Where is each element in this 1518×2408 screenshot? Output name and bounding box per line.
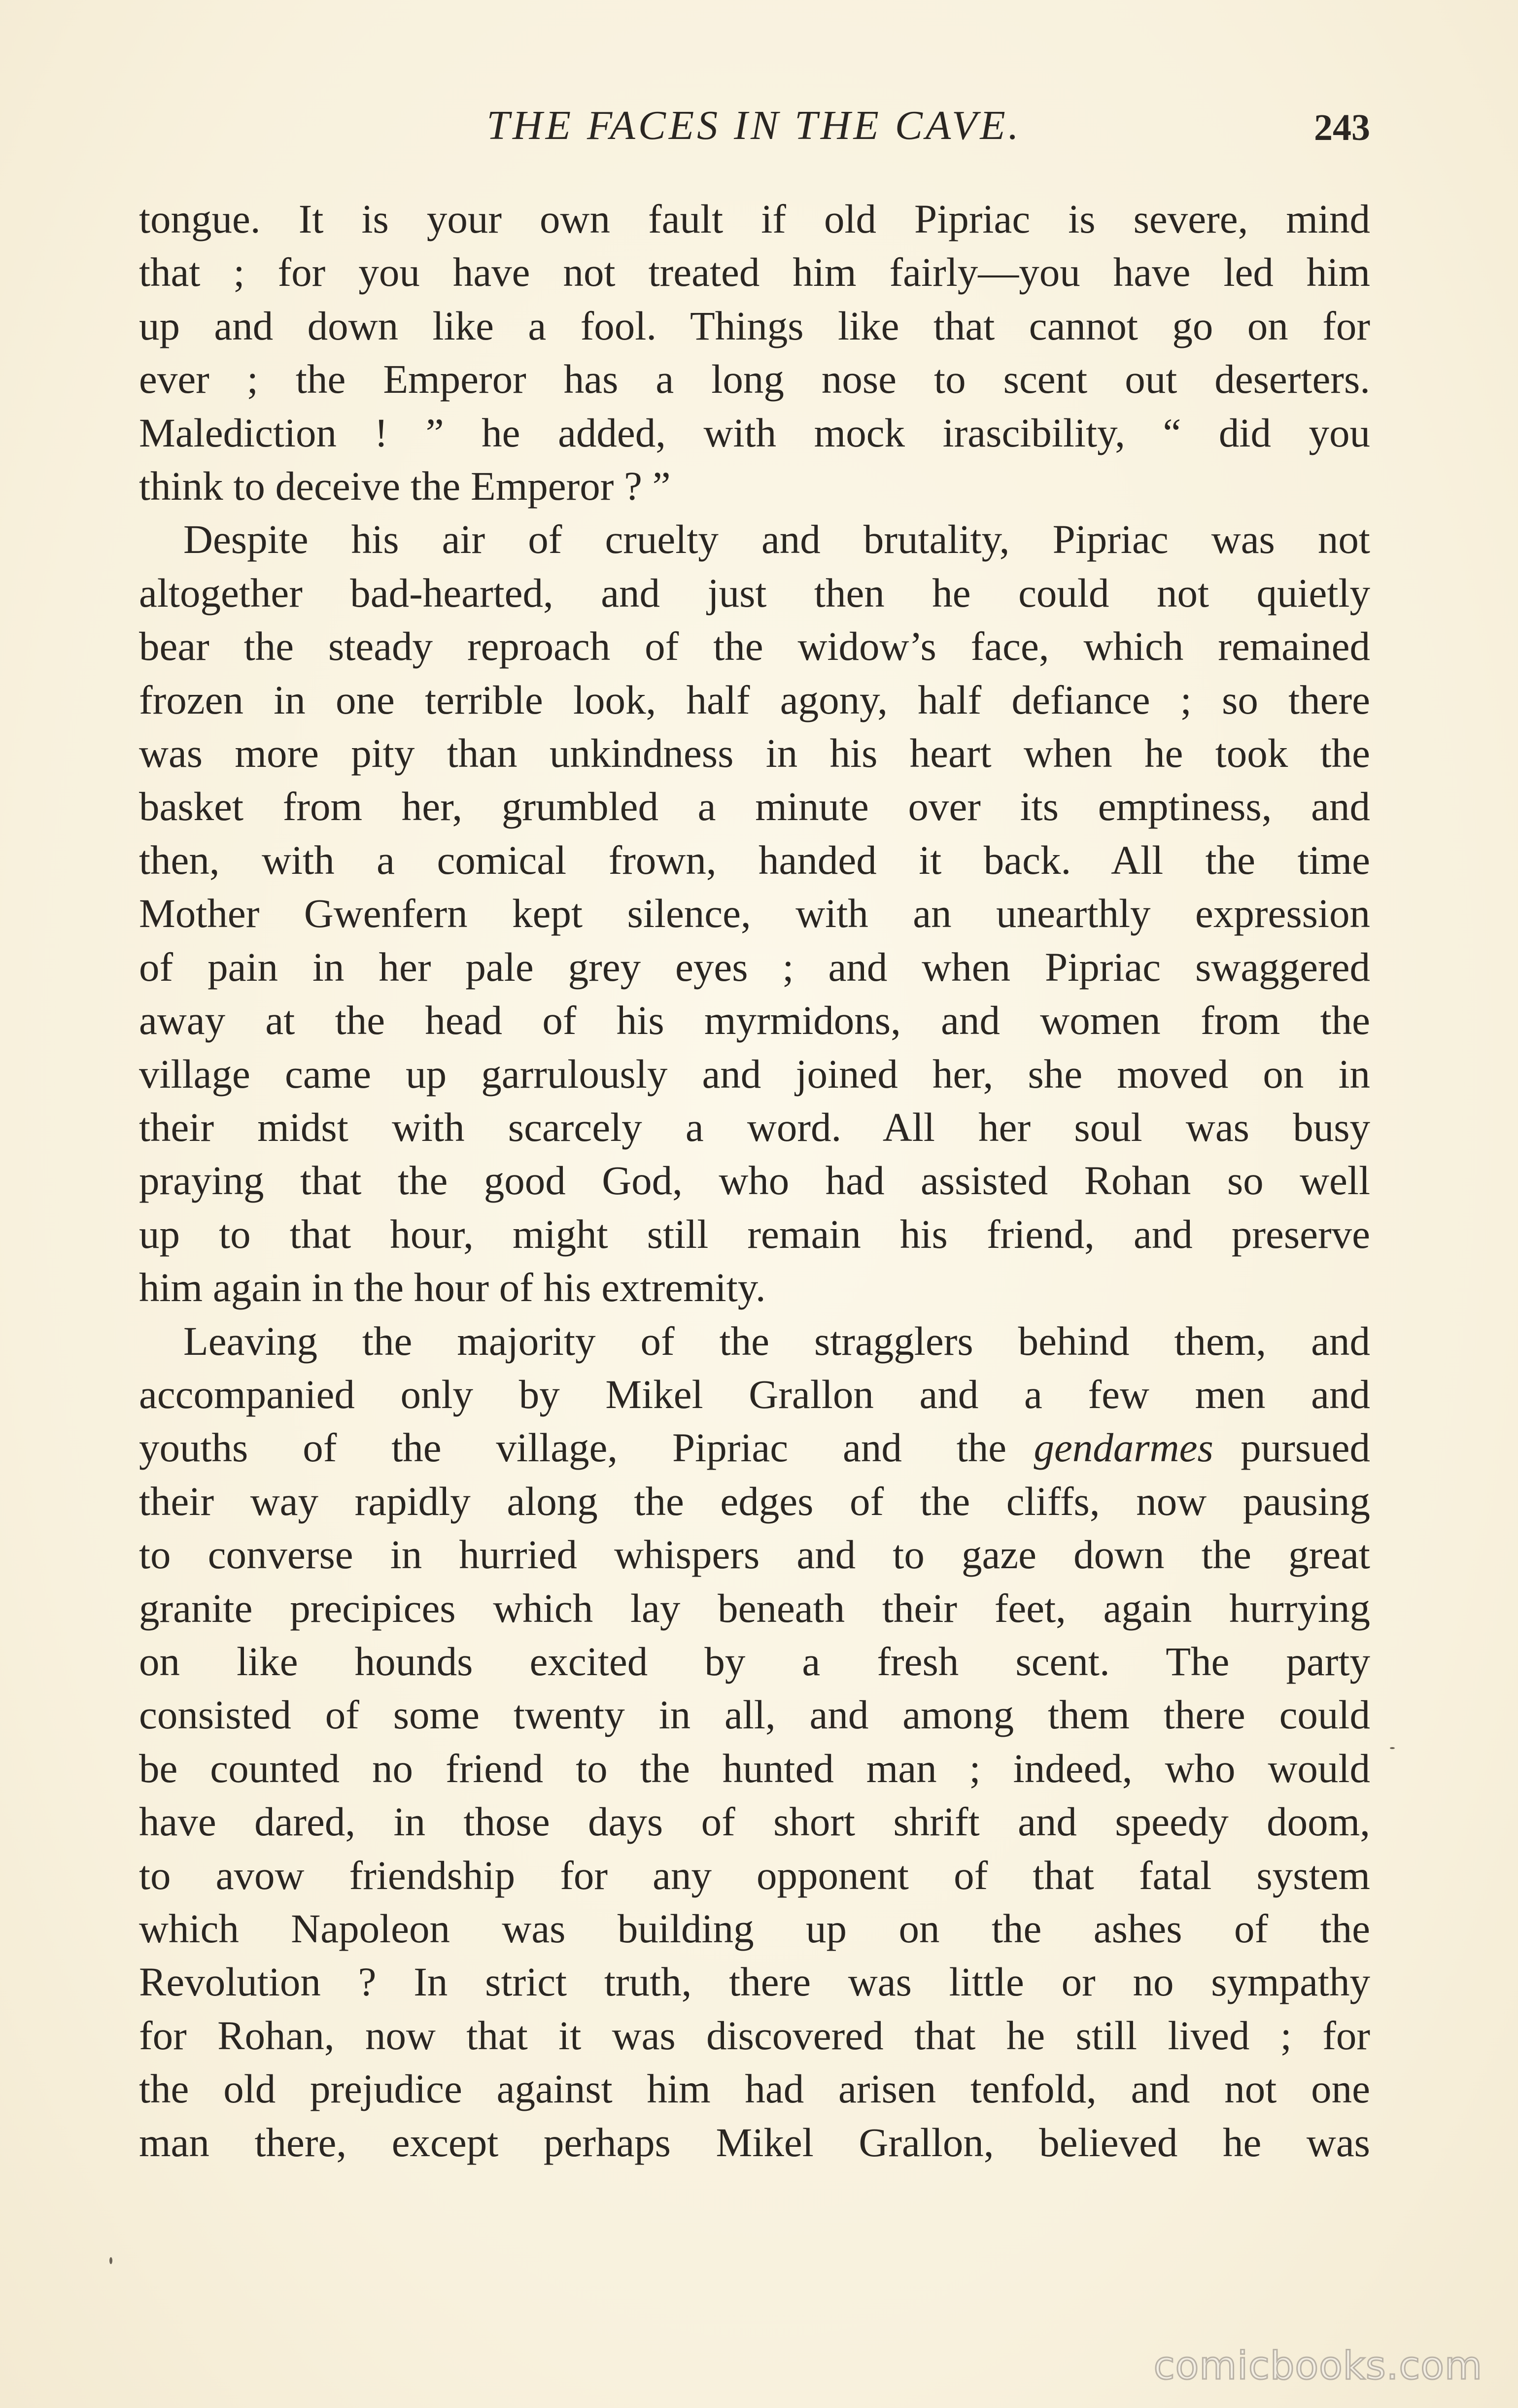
watermark: comicbooks.com [1153, 2344, 1483, 2388]
text-line: accompanied only by Mikel Grallon and a few men and [139, 1371, 1370, 1417]
text-line: that ; for you have not treated him fairly—you have led him [139, 249, 1370, 295]
text-line: their midst with scarcely a word. All her soul was busy [139, 1104, 1370, 1150]
text-line: village came up garrulously and joined her, she moved on in [139, 1051, 1370, 1097]
text-line: on like hounds excited by a fresh scent. The party [139, 1638, 1370, 1684]
text-line: be counted no friend to the hunted man ; indeed, who would [139, 1745, 1370, 1791]
text-line: for Rohan, now that it was discovered that he still lived ; for [139, 2012, 1370, 2058]
paragraph-3 [139, 1314, 1370, 2169]
text-line: was more pity than unkindness in his heart when he took the [139, 730, 1370, 776]
paragraph-2 [139, 513, 1370, 1314]
running-header [138, 99, 1370, 153]
text-line: granite precipices which lay beneath their feet, again hurrying [139, 1585, 1370, 1631]
text-line: consisted of some twenty in all, and among them there could [139, 1692, 1370, 1738]
text-line: Leaving the majority of the stragglers behind them, and [183, 1318, 1370, 1364]
text-line: frozen in one terrible look, half agony, half defiance ; so there [139, 677, 1370, 722]
text-line: ever ; the Emperor has a long nose to scent out deserters. [139, 356, 1370, 402]
text-line: away at the head of his myrmidons, and women from the [139, 998, 1370, 1043]
text-line [139, 1421, 1370, 1474]
text-line: bear the steady reproach of the widow’s face, which remained [139, 623, 1370, 669]
text-run: pursued [1213, 1425, 1370, 1471]
text-line: then, with a comical frown, handed it back. All the time [139, 837, 1370, 883]
text-line: to converse in hurried whispers and to gaze down the great [139, 1532, 1370, 1578]
italic-term: gendarmes [1034, 1425, 1213, 1471]
paper-speck [1390, 1747, 1395, 1749]
text-line: man there, except perhaps Mikel Grallon, believed he was [139, 2119, 1370, 2165]
text-line: Despite his air of cruelty and brutality, Pipriac was not [183, 516, 1370, 562]
page-number: 243 [1314, 107, 1370, 148]
text-line: to avow friendship for any opponent of that fatal system [139, 1852, 1370, 1898]
text-line: praying that the good God, who had assisted Rohan so well [139, 1158, 1370, 1204]
text-line: their way rapidly along the edges of the cliffs, now pausing [139, 1478, 1370, 1524]
text-line: Malediction ! ” he added, with mock irascibility, “ did you [139, 410, 1370, 455]
text-line: of pain in her pale grey eyes ; and when Pipriac swaggered [139, 944, 1370, 990]
text-line: Mother Gwenfern kept silence, with an unearthly expression [139, 891, 1370, 936]
text-line: which Napoleon was building up on the ashes of the [139, 1906, 1370, 1951]
text-line: altogether bad-hearted, and just then he could not quietly [139, 570, 1370, 616]
text-line: have dared, in those days of short shrift and speedy doom, [139, 1799, 1370, 1845]
paragraph-1 [139, 192, 1370, 513]
paper-speck [109, 2257, 112, 2264]
text-run: youths of the village, Pipriac and the [139, 1425, 1034, 1471]
text-line: tongue. It is your own fault if old Pipriac is severe, mind [139, 196, 1370, 241]
body-text [139, 192, 1370, 2169]
text-line: up and down like a fool. Things like that cannot go on for [139, 303, 1370, 348]
text-line: the old prejudice against him had arisen tenfold, and not one [139, 2066, 1370, 2112]
text-line: think to deceive the Emperor ? ” [139, 463, 671, 509]
text-line: Revolution ? In strict truth, there was little or no sympathy [139, 1959, 1370, 2005]
running-title: THE FACES IN THE CAVE. [486, 103, 1022, 148]
text-line: him again in the hour of his extremity. [139, 1265, 766, 1310]
text-line: basket from her, grumbled a minute over its emptiness, and [139, 784, 1370, 829]
text-line: up to that hour, might still remain his friend, and preserve [139, 1211, 1370, 1257]
